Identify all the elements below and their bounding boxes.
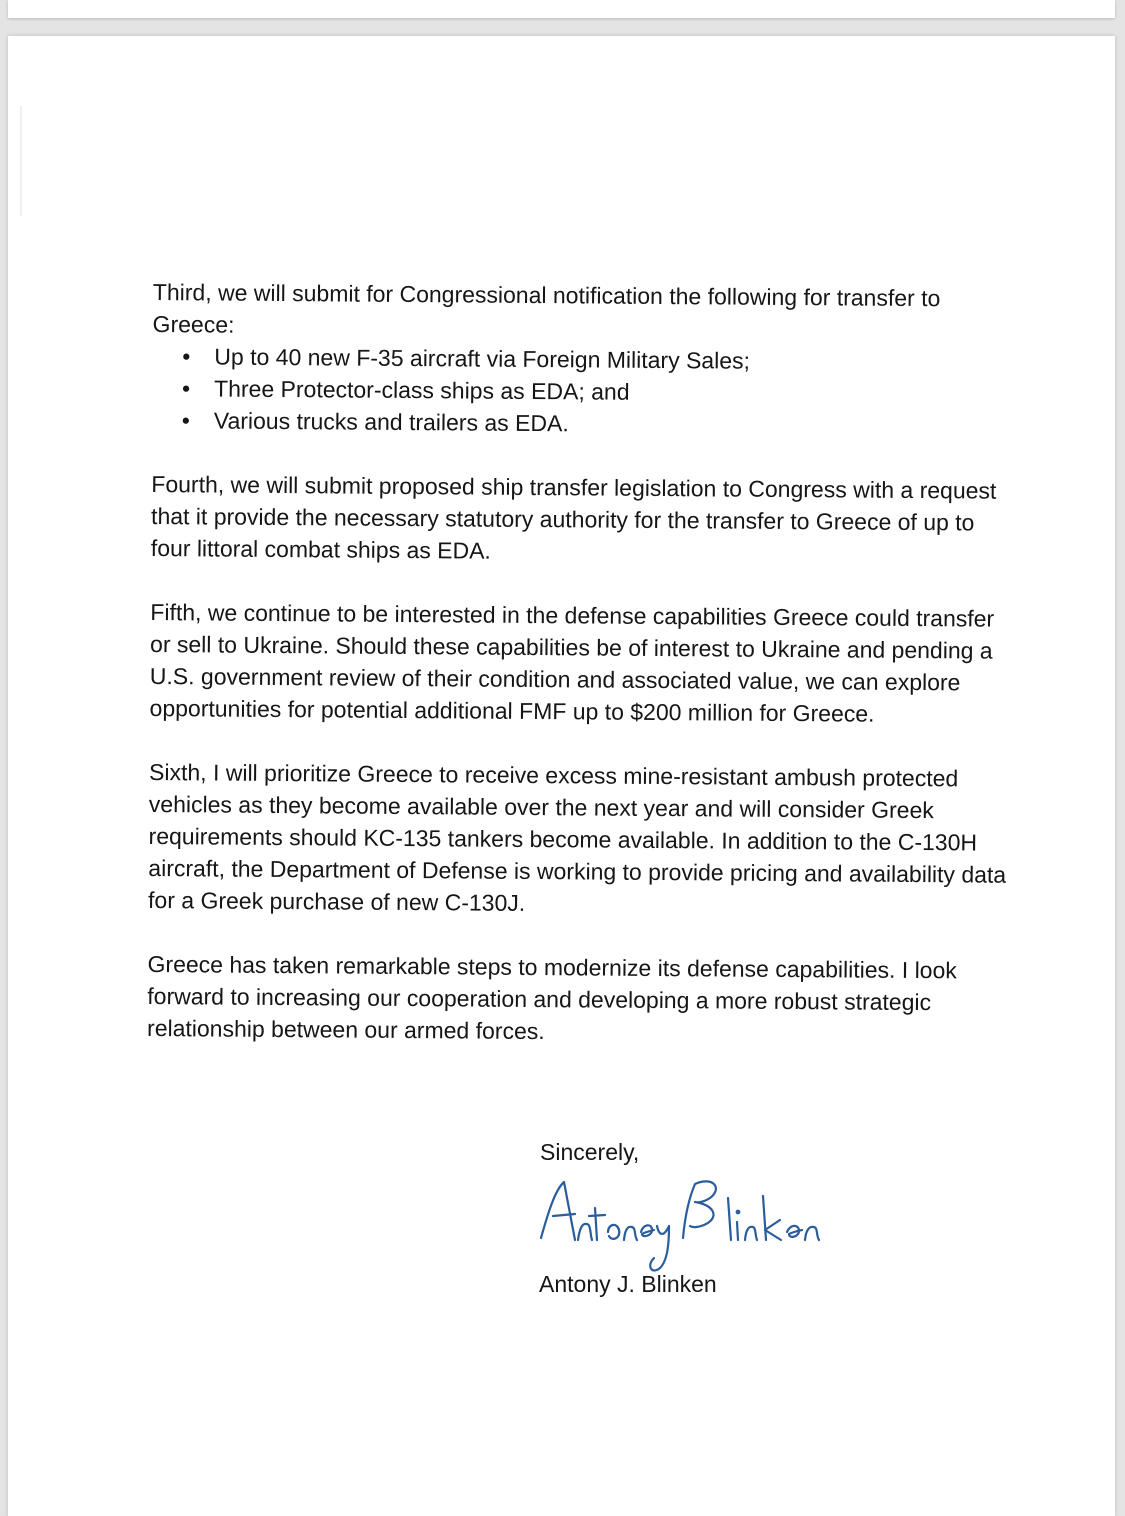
bullet-icon: •	[181, 407, 191, 434]
paragraph-sixth: Sixth, I will prioritize Greece to receive excess mine-resistant ambush protected vehicles as they become available over the next year and will consider Greek requirements should KC-135 tankers become available. In addition to the C-130H aircraft, the Department of Defense is working to provide pricing and availability data for a Greek purchase of new C-130J.	[147, 758, 1007, 916]
scan-edge-mark	[20, 106, 22, 216]
transfer-list	[152, 340, 1013, 443]
list-item-text: Up to 40 new F-35 aircraft via Foreign Military Sales;	[214, 343, 751, 374]
paragraph-third	[152, 276, 1013, 443]
closing-salutation: Sincerely,	[540, 1139, 640, 1165]
paragraph-fourth: Fourth, we will submit proposed ship transfer legislation to Congress with a request that it provide the necessary statutory authority for the transfer to Greece of up to four littoral combat ships as EDA.	[150, 470, 997, 564]
paragraph-fifth: Fifth, we continue to be interested in the defense capabilities Greece could transfer or sell to Ukraine. Should these capabilities be of interest to Ukraine and pending a U.S. government review of their condition and associated value, we can explore opportunities for potential additional FMF up to $200 million for Greece.	[149, 598, 995, 727]
previous-page-edge	[8, 0, 1115, 18]
list-item-text: Three Protector-class ships as EDA; and	[214, 375, 630, 405]
list-item-text: Various trucks and trailers as EDA.	[213, 407, 569, 437]
list-item	[152, 404, 1012, 443]
paragraph-third-intro: Third, we will submit for Congressional notification the following for transfer to Greece:	[152, 278, 941, 338]
bullet-icon: •	[182, 375, 191, 402]
bullet-icon: •	[182, 343, 191, 370]
paragraph-conclusion: Greece has taken remarkable steps to modernize its defense capabilities. I look forward to increasing our cooperation and developing a more robust strategic relationship between our armed forces.	[146, 950, 957, 1045]
letter-body	[147, 276, 1013, 1083]
signer-name: Antony J. Blinken	[539, 1271, 717, 1297]
